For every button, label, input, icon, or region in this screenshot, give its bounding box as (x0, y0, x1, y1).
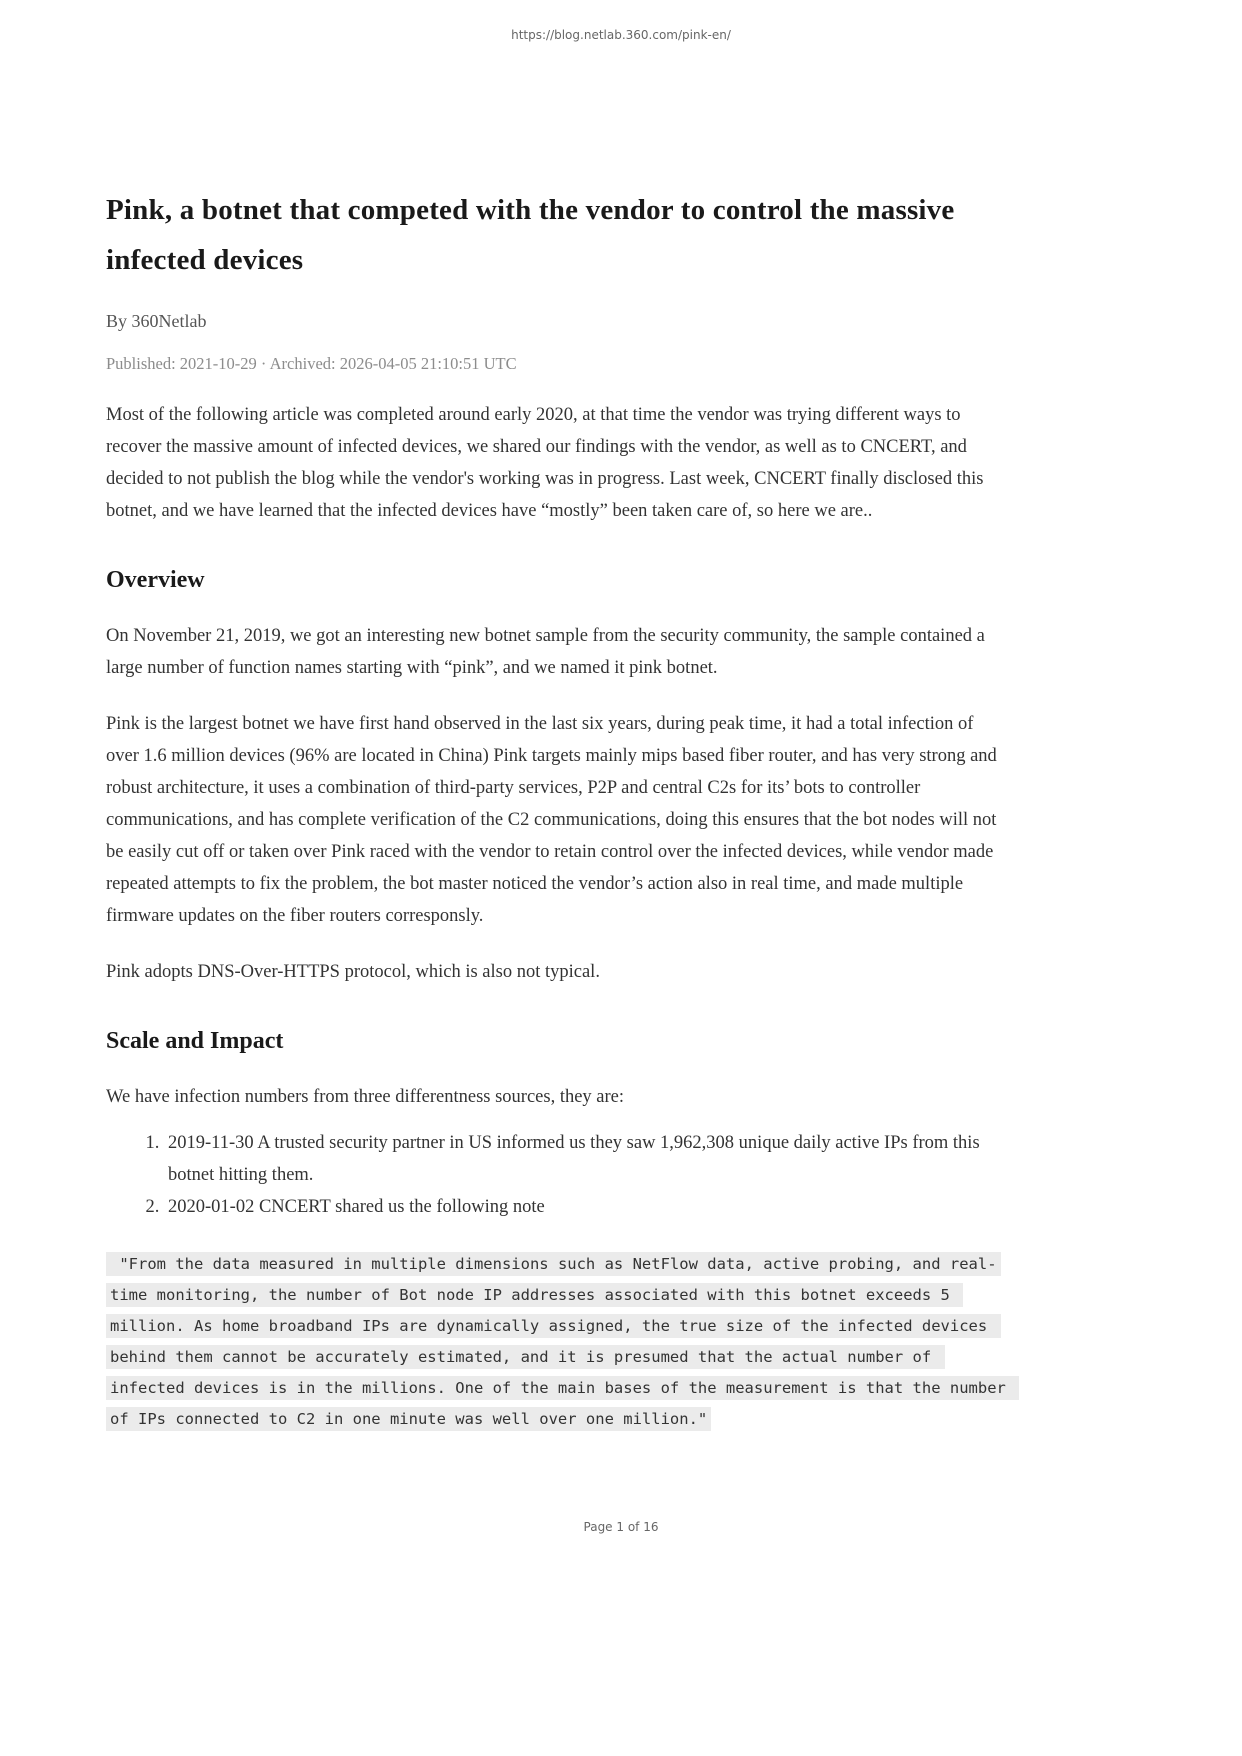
sources-list (106, 1127, 1008, 1223)
overview-paragraph-1: On November 21, 2019, we got an interesting new botnet sample from the security community, the sample contained a large number of function names starting with “pink”, and we named it pink botnet. (106, 626, 985, 678)
scale-intro-paragraph: We have infection numbers from three differentness sources, they are: (106, 1087, 625, 1107)
page-url: https://blog.netlab.360.com/pink-en/ (511, 28, 731, 42)
overview-paragraph-2: Pink is the largest botnet we have first hand observed in the last six years, during peak time, it had a total infection of over 1.6 million devices (96% are located in China) Pink targets mainly mips based fiber router, and has very strong and robust architecture, it uses a combination of third-party services, P2P and central C2s for its’ bots to controller communications, and has complete verification of the C2 communications, doing this ensures that the bot nodes will not be easily cut off or taken over Pink raced with the vendor to retain control over the infected devices, while vendor made repeated attempts to fix the problem, the bot master noticed the vendor’s action also in real time, and made multiple firmware updates on the fiber routers corresponsly. (106, 714, 997, 926)
article-body (106, 0, 1016, 1435)
heading-scale-and-impact: Scale and Impact (106, 1028, 284, 1054)
byline: By 360Netlab (106, 311, 207, 331)
publish-archive-meta: Published: 2021-10-29 · Archived: 2026-04-05 21:10:51 UTC (106, 354, 517, 373)
cncert-note-block (106, 1249, 1016, 1435)
source-list-item: 1. 2019-11-30 A trusted security partner in US informed us they saw 1,962,308 unique daily active IPs from this botnet hitting them. (164, 1127, 1008, 1191)
source-list-item: 2. 2020-01-02 CNCERT shared us the following note (164, 1191, 1008, 1223)
intro-paragraph: Most of the following article was completed around early 2020, at that time the vendor was trying different ways to recover the massive amount of infected devices, we shared our findings with the vendor, as well as to CNCERT, and decided to not publish the blog while the vendor's working was in progress. Last week, CNCERT finally disclosed this botnet, and we have learned that the infected devices have “mostly” been taken care of, so here we are.. (106, 405, 984, 521)
article-title: Pink, a botnet that competed with the vendor to control the massive infected devices (106, 194, 955, 276)
overview-paragraph-3: Pink adopts DNS-Over-HTTPS protocol, which is also not typical. (106, 962, 600, 982)
cncert-note-text: "From the data measured in multiple dimensions such as NetFlow data, active probing, and real-time monitoring, the number of Bot node IP addresses associated with this botnet exceeds 5 million. As home broadband IPs are dynamically assigned, the true size of the infected devices behind them cannot be accurately estimated, and it is presumed that the actual number of infected devices is in the millions. One of the main bases of the measurement is that the number of IPs connected to C2 in one minute was well over one million." (106, 1252, 1019, 1431)
page-footer: Page 1 of 16 (583, 1520, 659, 1534)
heading-overview: Overview (106, 567, 205, 593)
